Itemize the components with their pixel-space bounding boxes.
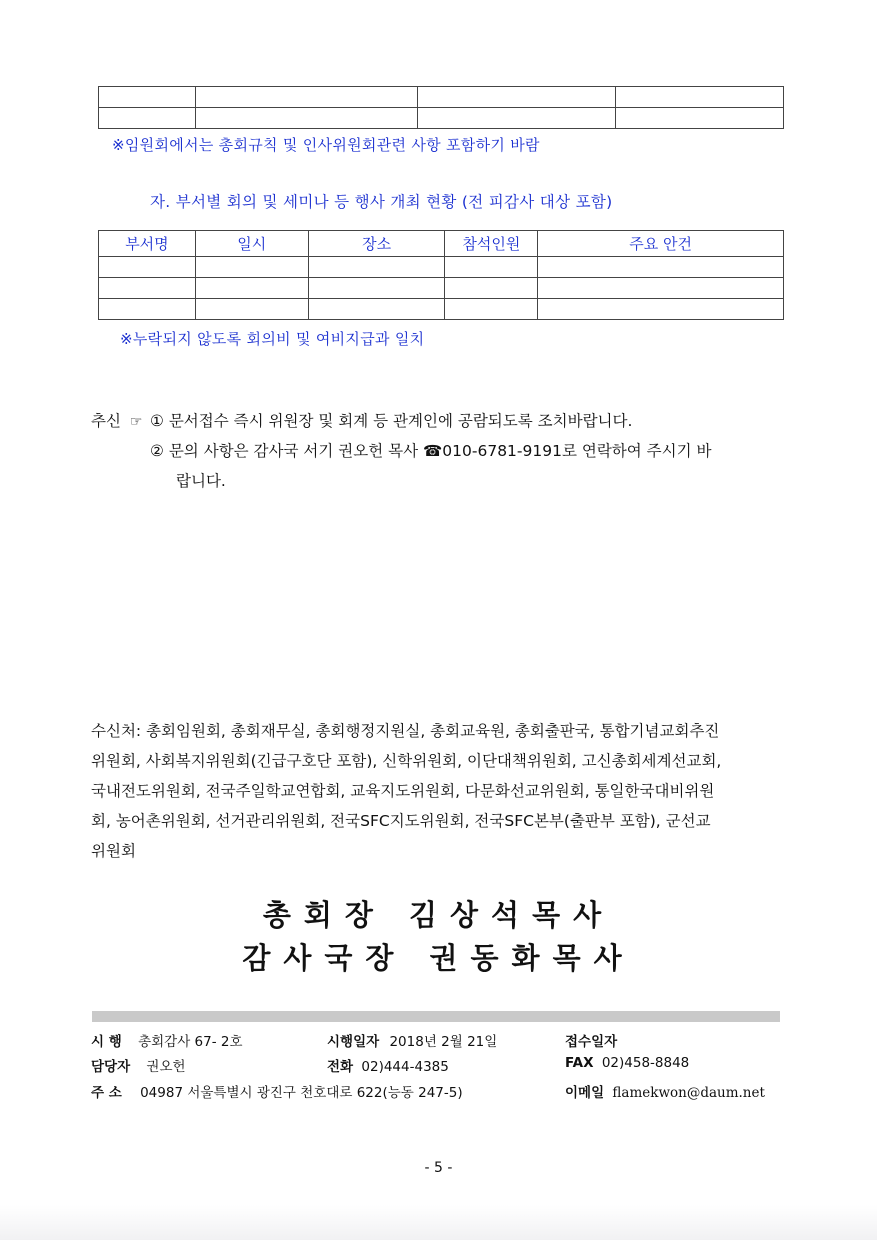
footer-email: 이메일 flamekwon@daum.net bbox=[565, 1085, 765, 1101]
pointing-hand-icon: ☞ bbox=[129, 414, 143, 430]
signature-audit-director: 감사국장 권동화목사 bbox=[242, 941, 635, 975]
postscript-item-2: ② 문의 사항은 감사국 서기 권오헌 목사 ☎010-6781-9191로 연락하여 주시기 바 bbox=[150, 442, 712, 460]
col-place: 장소 bbox=[308, 231, 445, 257]
footer-receipt-date: 접수일자 bbox=[565, 1034, 618, 1050]
meetings-table bbox=[98, 230, 784, 320]
meetings-note: ※누락되지 않도록 회의비 및 여비지급과 일치 bbox=[120, 330, 425, 348]
table-header-row bbox=[99, 231, 784, 257]
table-row bbox=[99, 108, 784, 129]
footer-issue-date: 시행일자 2018년 2월 21일 bbox=[327, 1034, 498, 1050]
page-bottom-edge bbox=[0, 1205, 877, 1240]
footer-address: 주 소 04987 서울특별시 광진구 천호대로 622(능동 247-5) bbox=[91, 1085, 463, 1101]
officers-note: ※임원회에서는 총회규칙 및 인사위원회관련 사항 포함하기 바람 bbox=[112, 136, 540, 154]
table-row bbox=[99, 278, 784, 299]
footer-divider bbox=[92, 1011, 780, 1022]
footer-issue: 시 행 총회감사 67- 2호 bbox=[91, 1034, 243, 1050]
top-table bbox=[98, 86, 784, 129]
section-heading: 자. 부서별 회의 및 세미나 등 행사 개최 현황 (전 피감사 대상 포함) bbox=[150, 193, 613, 211]
col-agenda: 주요 안건 bbox=[538, 231, 784, 257]
table-row bbox=[99, 299, 784, 320]
footer-phone: 전화 02)444-4385 bbox=[327, 1059, 449, 1075]
col-datetime: 일시 bbox=[195, 231, 308, 257]
footer-fax: FAX 02)458-8848 bbox=[565, 1055, 690, 1071]
col-department: 부서명 bbox=[99, 231, 196, 257]
postscript-label: 추신 ☞ bbox=[91, 412, 143, 430]
table-row bbox=[99, 257, 784, 278]
postscript-item-2-cont: 랍니다. bbox=[176, 472, 226, 490]
footer-manager: 담당자 권오헌 bbox=[91, 1059, 186, 1075]
page-number: - 5 - bbox=[424, 1160, 453, 1176]
postscript-item-1: ① 문서접수 즉시 위원장 및 회계 등 관계인에 공람되도록 조치바랍니다. bbox=[150, 412, 633, 430]
recipients: 수신처: 총회임원회, 총회재무실, 총회행정지원실, 총회교육원, 총회출판국, 통합기념교회추진 위원회, 사회복지위원회(긴급구호단 포함), 신학위원회, 이단대책위원회, 고신총회세계선교회, 국내전도위원회, 전국주일학교연합회, 교육지도위원회, 다문화선교위원회, 통일한국대비위원 회, 농어촌위원회, 선거관리위원회, 전국SFC지도위원회, 전국SFC본부(출판부 포함), 군선교 위원회 bbox=[91, 722, 722, 860]
col-attendees: 참석인원 bbox=[445, 231, 538, 257]
signature-president: 총회장 김상석목사 bbox=[262, 898, 615, 932]
table-row bbox=[99, 87, 784, 108]
